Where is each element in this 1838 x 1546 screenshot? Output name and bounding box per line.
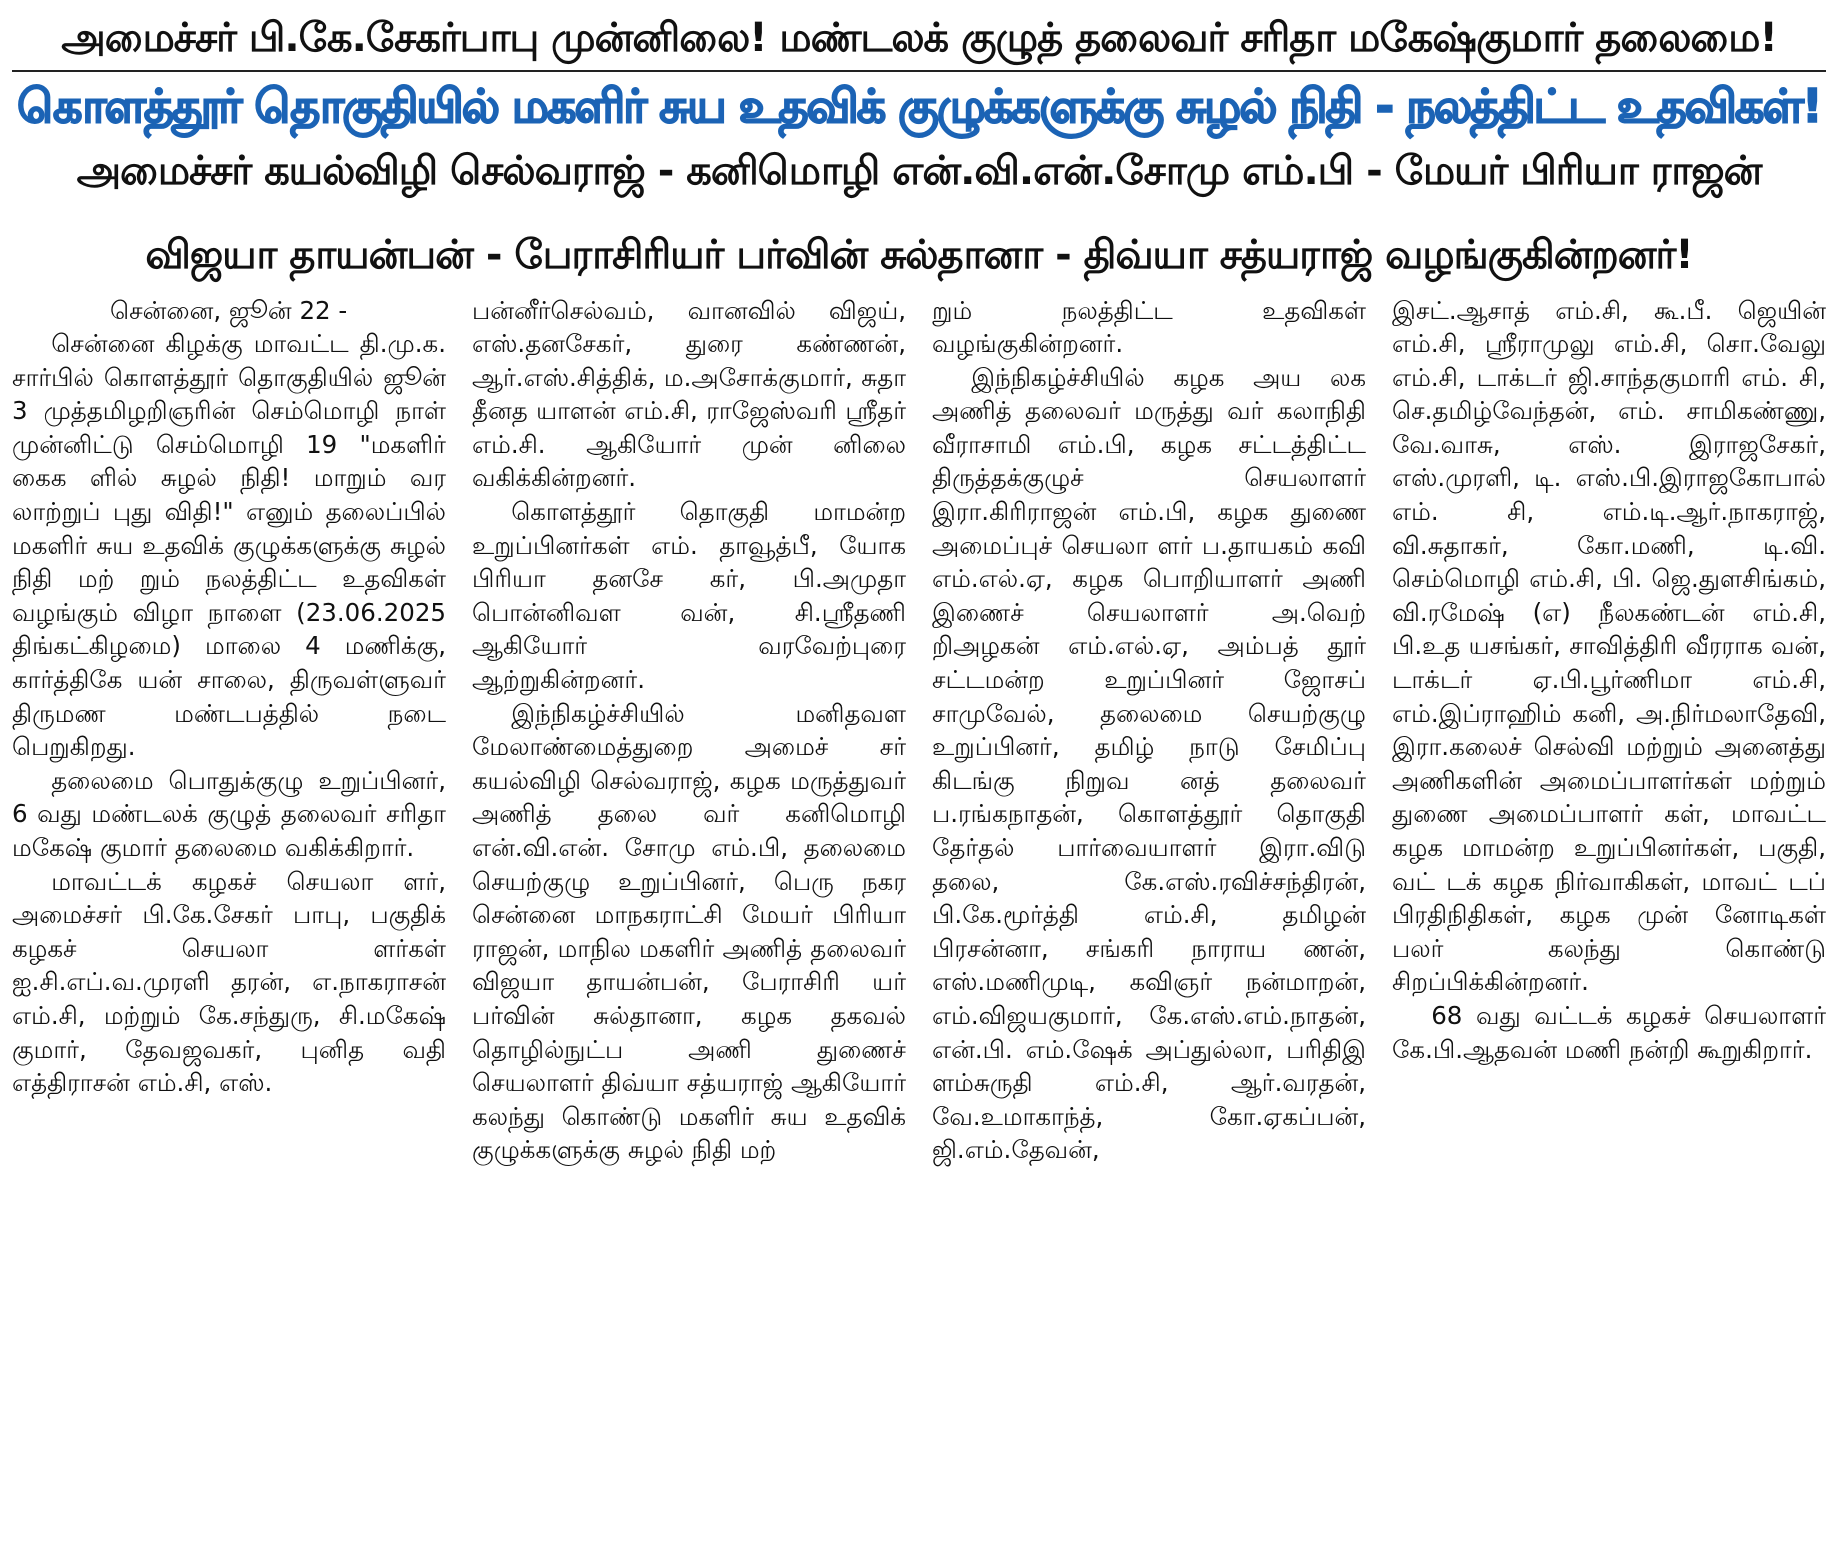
- paragraph: கொளத்தூர் தொகுதி மாமன்ற உறுப்பினர்கள் எம். தாவூத்பீ, யோக பிரியா தனசே கர், பி.அமுதா பொன்னிவள வன், சி.ஸ்ரீதணி ஆகியோர் வரவேற்புரை ஆற்றுகின்றனர்.: [472, 497, 906, 695]
- column-3: [932, 294, 1366, 1167]
- paragraph: 68 வது வட்டக் கழகச் செயலாளர் கே.பி.ஆதவன் மணி நன்றி கூறுகிறார்.: [1392, 1000, 1826, 1064]
- paragraph: றும் நலத்திட்ட உதவிகள் வழங்குகின்றனர்.: [932, 295, 1366, 359]
- article-body: [12, 294, 1826, 1167]
- paragraph: இந்நிகழ்ச்சியில் மனிதவள மேலாண்மைத்துறை அமைச் சர் கயல்விழி செல்வராஜ், கழக மருத்துவர் அணித் தலை வர் கனிமொழி என்.வி.என். சோமு எம்.பி, தலைமை செயற்குழு உறுப்பினர், பெரு நகர சென்னை மாநகராட்சி மேயர் பிரியா ராஜன், மாநில மகளிர் அணித் தலைவர் விஜயா தாயன்பன், பேராசிரி யர் பர்வின் சுல்தானா, கழக தகவல் தொழில்நுட்ப அணி துணைச் செயலாளர் திவ்யா சத்யராஜ் ஆகியோர் கலந்து கொண்டு மகளிர் சுய உதவிக் குழுக்களுக்கு சுழல் நிதி மற்: [472, 698, 906, 1165]
- paragraph: இந்நிகழ்ச்சியில் கழக அய லக அணித் தலைவர் மருத்து வர் கலாநிதி வீராசாமி எம்.பி, கழக சட்டத்திட்ட திருத்தக்குழுச் செயலாளர் இரா.கிரிராஜன் எம்.பி, கழக துணை அமைப்புச் செயலா ளர் ப.தாயகம் கவி எம்.எல்.ஏ, கழக பொறியாளர் அணி இணைச் செயலாளர் அ.வெற் றிஅழகன் எம்.எல்.ஏ, அம்பத் தூர் சட்டமன்ற உறுப்பினர் ஜோசப் சாமுவேல், தலைமை செயற்குழு உறுப்பினர், தமிழ் நாடு சேமிப்பு கிடங்கு நிறுவ னத் தலைவர் ப.ரங்கநாதன், கொளத்தூர் தொகுதி தேர்தல் பார்வையாளர் இரா.விடு தலை, கே.எஸ்.ரவிச்சந்திரன், பி.கே.மூர்த்தி எம்.சி, தமிழன் பிரசன்னா, சங்கரி நாராய ணன், எஸ்.மணிமுடி, கவிஞர் நன்மாறன், எம்.விஜயகுமார், கே.எஸ்.எம்.நாதன், என்.பி. எம்.ஷேக் அப்துல்லா, பரிதிஇ ளம்சுருதி எம்.சி, ஆர்.வரதன், வே.உமாகாந்த், கோ.ஏகப்பன், ஜி.எம்.தேவன்,: [932, 362, 1366, 1165]
- divider: [12, 70, 1826, 72]
- column-1: [12, 294, 446, 1167]
- kicker-line: அமைச்சர் பி.கே.சேகர்பாபு முன்னிலை! மண்டலக் குழுத் தலைவர் சரிதா மகேஷ்குமார் தலைமை!: [61, 15, 1777, 61]
- paragraph: பன்னீர்செல்வம், வானவில் விஜய், எஸ்.தனசேகர், துரை கண்ணன், ஆர்.எஸ்.சித்திக், ம.அசோக்குமார், சுதா தீனத யாளன் எம்.சி, ராஜேஸ்வரி ஸ்ரீதர் எம்.சி. ஆகியோர் முன் னிலை வகிக்கின்றனர்.: [472, 295, 906, 493]
- paragraph: தலைமை பொதுக்குழு உறுப்பினர், 6 வது மண்டலக் குழுத் தலைவர் சரிதா மகேஷ் குமார் தலைமை வகிக்கிறார்.: [12, 765, 446, 862]
- subheadline-2: விஜயா தாயன்பன் - பேராசிரியர் பர்வின் சுல்தானா - திவ்யா சத்யராஜ் வழங்குகின்றனர்!: [145, 231, 1693, 278]
- paragraph: இசட்.ஆசாத் எம்.சி, கூ.பீ. ஜெயின் எம்.சி, ஸ்ரீராமுலு எம்.சி, சொ.வேலு எம்.சி, டாக்டர் ஜி.சாந்தகுமாரி எம். சி, செ.தமிழ்வேந்தன், எம். சாமிகண்ணு, வே.வாசு, எஸ். இராஜசேகர், எஸ்.முரளி, டி. எஸ்.பி.இராஜகோபால் எம். சி, எம்.டி.ஆர்.நாகராஜ், வி.சுதாகர், கோ.மணி, டி.வி. செம்மொழி எம்.சி, பி. ஜெ.துளசிங்கம், வி.ரமேஷ் (எ) நீலகண்டன் எம்.சி, பி.உத யசங்கர், சாவித்திரி வீரராக வன், டாக்டர் ஏ.பி.பூர்ணிமா எம்.சி, எம்.இப்ராஹிம் கனி, அ.நிர்மலாதேவி, இரா.கலைச் செல்வி மற்றும் அனைத்து அணிகளின் அமைப்பாளர்கள் மற்றும் துணை அமைப்பாளர் கள், மாவட்ட கழக மாமன்ற உறுப்பினர்கள், பகுதி, வட் டக் கழக நிர்வாகிகள், மாவட் டப் பிரதிநிதிகள், கழக முன் னோடிகள் பலர் கலந்து கொண்டு சிறப்பிக்கின்றனர்.: [1392, 295, 1826, 997]
- paragraph: மாவட்டக் கழகச் செயலா ளர், அமைச்சர் பி.கே.சேகர் பாபு, பகுதிக் கழகச் செயலா ளர்கள் ஐ.சி.எப்.வ.முரளி தரன், எ.நாகராசன் எம்.சி, மற்றும் கே.சந்துரு, சி.மகேஷ் குமார், தேவஜவகர், புனித வதி எத்திராசன் எம்.சி, எஸ்.: [12, 866, 446, 1098]
- subheadline-1: அமைச்சர் கயல்விழி செல்வராஜ் - கனிமொழி என்.வி.என்.சோமு எம்.பி - மேயர் பிரியா ராஜன்: [76, 147, 1762, 194]
- column-2: [472, 294, 906, 1167]
- dateline: சென்னை, ஜூன் 22 -: [110, 295, 348, 325]
- headline: கொளத்தூர் தொகுதியில் மகளிர் சுய உதவிக் குழுக்களுக்கு சுழல் நிதி - நலத்திட்ட உதவிகள்!: [17, 79, 1821, 133]
- paragraph: சென்னை கிழக்கு மாவட்ட தி.மு.க. சார்பில் கொளத்தூர் தொகுதியில் ஜூன் 3 முத்தமிழறிஞரின் செம்மொழி நாள் முன்னிட்டு செம்மொழி 19 "மகளிர் கைக ளில் சுழல் நிதி! மாறும் வர லாற்றுப் புது விதி!" எனும் தலைப்பில் மகளிர் சுய உதவிக் குழுக்களுக்கு சுழல் நிதி மற் றும் நலத்திட்ட உதவிகள் வழங்கும் விழா நாளை (23.06.2025 திங்கட்கிழமை) மாலை 4 மணிக்கு, கார்த்திகே யன் சாலை, திருவள்ளுவர் திருமண மண்டபத்தில் நடை பெறுகிறது.: [12, 329, 446, 762]
- column-4: [1392, 294, 1826, 1167]
